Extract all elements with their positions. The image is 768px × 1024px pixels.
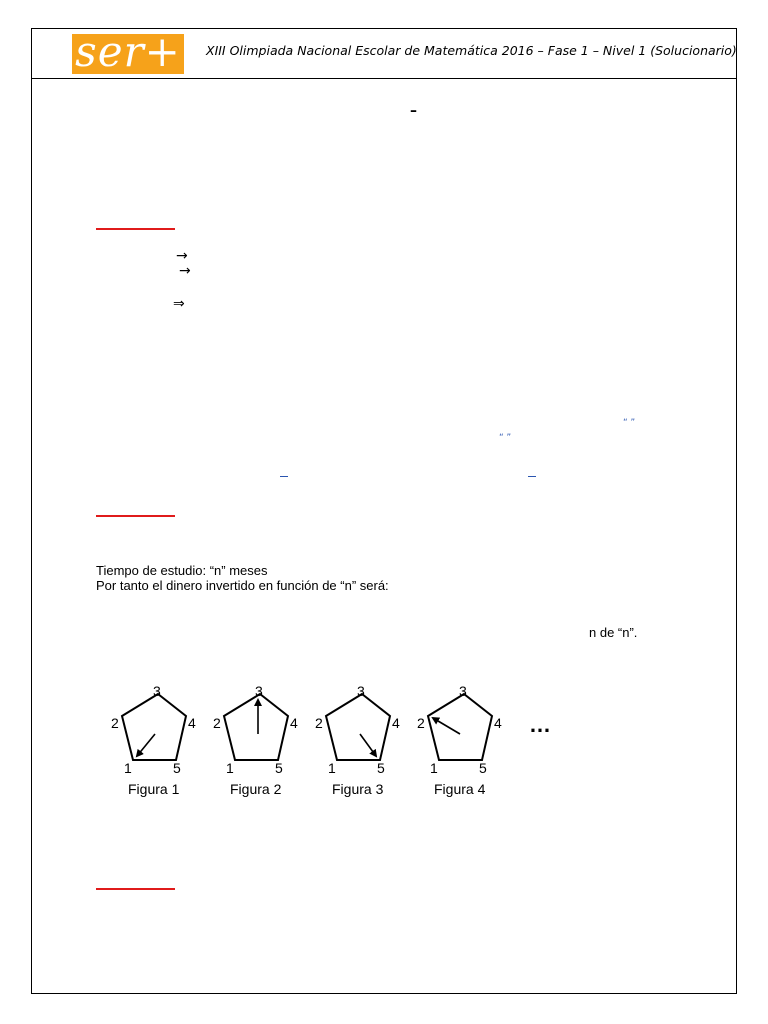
vertex-3: 3 (459, 683, 467, 699)
figure-2 (213, 683, 298, 797)
vertex-4: 4 (290, 715, 298, 731)
vertex-2: 2 (417, 715, 425, 731)
vertex-1: 1 (328, 760, 336, 776)
pentagon-shape (122, 694, 186, 760)
vertex-5: 5 (173, 760, 181, 776)
solution-rule-1 (96, 228, 175, 230)
arrow-to-vertex-2 (433, 718, 460, 734)
vertex-3: 3 (357, 683, 365, 699)
vertex-1: 1 (430, 760, 438, 776)
solution-rule-2 (96, 515, 175, 517)
title-dash: – (410, 103, 417, 119)
vertex-2: 2 (111, 715, 119, 731)
vertex-4: 4 (494, 715, 502, 731)
blue-dash-1 (280, 476, 288, 477)
pentagon-shape (224, 694, 288, 760)
pentagon-shape (326, 694, 390, 760)
arrow-2: → (179, 263, 191, 279)
vertex-4: 4 (392, 715, 400, 731)
figure-2-label: Figura 2 (230, 781, 282, 797)
vertex-5: 5 (377, 760, 385, 776)
pentagon-shape (428, 694, 492, 760)
arrow-to-vertex-1 (137, 734, 155, 756)
sequence-ellipsis: … (529, 712, 552, 737)
figure-1-label: Figura 1 (128, 781, 180, 797)
vertex-1: 1 (124, 760, 132, 776)
blue-dash-2 (528, 476, 536, 477)
figure-1 (111, 683, 196, 797)
vertex-5: 5 (275, 760, 283, 776)
pentagon-figures (100, 676, 520, 806)
arrow-1: → (176, 248, 188, 264)
header-title: XIII Olimpiada Nacional Escolar de Matemática 2016 – Fase 1 – Nivel 1 (Solucionario) (206, 43, 737, 58)
implies-symbol: ⇒ (173, 296, 185, 312)
vertex-5: 5 (479, 760, 487, 776)
blue-quotes-1: “ ” (623, 418, 636, 428)
figure-3-label: Figura 3 (332, 781, 384, 797)
figure-4-label: Figura 4 (434, 781, 486, 797)
logo (72, 27, 184, 76)
vertex-2: 2 (213, 715, 221, 731)
solution-rule-3 (96, 888, 175, 890)
vertex-1: 1 (226, 760, 234, 776)
function-of-n-text: n de “n”. (589, 625, 638, 640)
blue-quotes-2: “ ” (499, 433, 512, 443)
figure-3 (315, 683, 400, 797)
arrow-to-vertex-5 (360, 734, 376, 756)
study-time-line: Tiempo de estudio: “n” meses (96, 563, 268, 578)
figure-4 (417, 683, 502, 797)
vertex-3: 3 (153, 683, 161, 699)
page-frame (31, 28, 737, 994)
vertex-2: 2 (315, 715, 323, 731)
vertex-4: 4 (188, 715, 196, 731)
logo-text: ser+ (75, 27, 181, 76)
money-invested-line: Por tanto el dinero invertido en función de “n” será: (96, 578, 389, 593)
vertex-3: 3 (255, 683, 263, 699)
header-divider (31, 78, 737, 79)
